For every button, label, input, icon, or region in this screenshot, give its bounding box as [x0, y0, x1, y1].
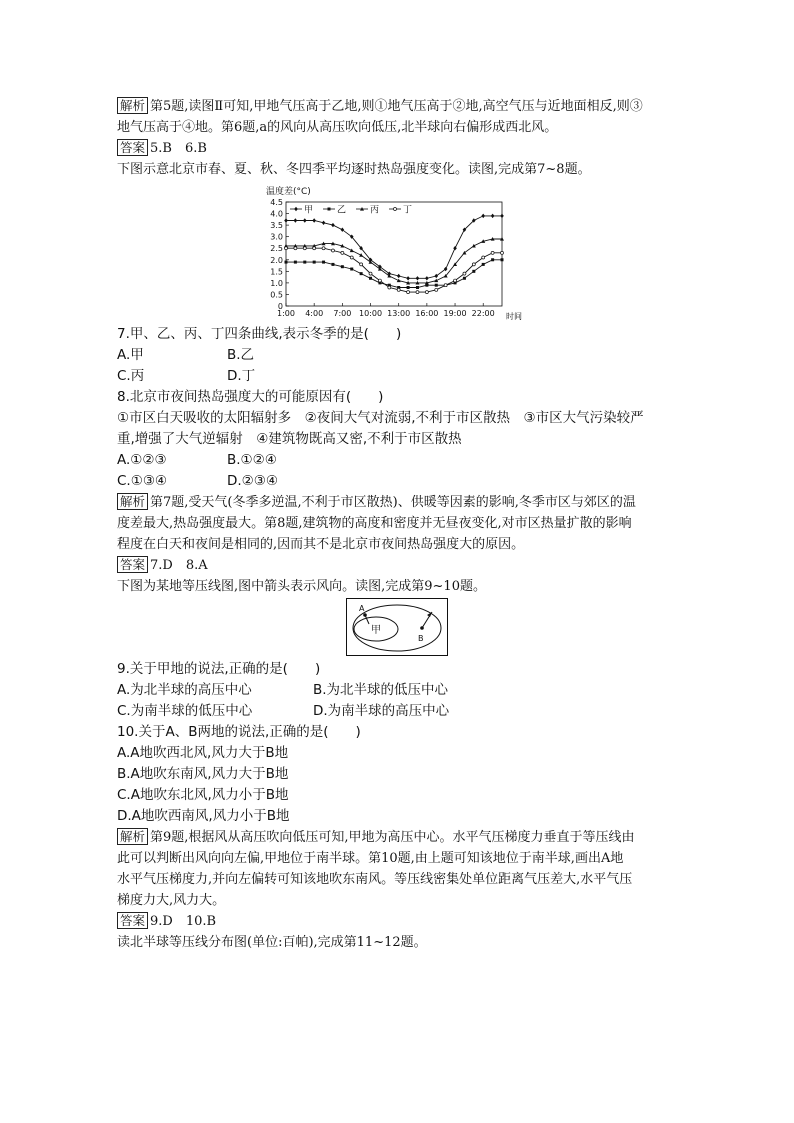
data-point	[435, 288, 438, 291]
wind-arrow-a	[365, 615, 369, 624]
data-point	[416, 286, 419, 289]
data-point	[491, 214, 495, 218]
analysis-tag: 解析	[117, 828, 148, 845]
q8-option-d: D.②③④	[227, 473, 278, 489]
q9-option-c: C.为南半球的低压中心	[117, 703, 253, 719]
analysis-9-10-line-3: 水平气压梯度力,并向左偏转可知该地吹东南风。等压线密集处单位距离气压差大,水平气压	[117, 872, 633, 887]
data-point	[491, 258, 494, 261]
answer-tag: 答案	[117, 139, 148, 156]
q8-statement-line-1: ①市区白天吸收的太阳辐射多 ②夜间大气对流弱,不利于市区散热 ③市区大气污染较严	[117, 410, 644, 426]
data-point	[369, 272, 372, 275]
q9-option-a: A.为北半球的高压中心	[117, 682, 252, 698]
data-point	[360, 263, 363, 266]
center-label: 甲	[371, 625, 381, 636]
data-point	[328, 208, 331, 211]
series-line-square	[286, 260, 502, 288]
data-point	[406, 276, 410, 280]
analysis-7-8-line-2: 度差最大,热岛强度最大。第8题,建筑物的高度和密度并无昼夜变化,对市区热量扩散的影响	[117, 516, 632, 531]
q7-options-row-1	[117, 345, 687, 366]
answer-9-10: 答案 9.D 10.B	[117, 911, 687, 932]
data-point	[378, 279, 381, 282]
q7-option-a: A.甲	[117, 347, 144, 363]
q9-option-d: D.为南半球的高压中心	[313, 703, 450, 719]
q7-options-row-2	[117, 366, 687, 387]
intro-11-12: 读北半球等压线分布图(单位:百帕),完成第11~12题。	[117, 935, 427, 950]
data-point	[331, 249, 334, 252]
data-point	[397, 288, 400, 291]
data-point	[313, 261, 316, 264]
data-point	[294, 218, 298, 222]
analysis-5-6-line-2: 地气压高于④地。第6题,a的风向从高压吹向低压,北半球向右偏形成西北风。	[117, 120, 558, 135]
x-tick-label: 4:00	[305, 309, 324, 318]
data-point	[322, 261, 325, 264]
data-point	[388, 286, 391, 289]
analysis-7-8-line-1: 解析 第7题,受天气(冬季多逆温,不利于市区散热)、供暖等因素的影响,冬季市区与郊区的温	[117, 492, 687, 513]
q9-options-row-2	[117, 701, 687, 722]
data-point	[350, 268, 353, 271]
data-point	[394, 208, 397, 211]
x-tick-label: 13:00	[387, 309, 411, 318]
series-line-circle	[286, 248, 502, 292]
data-point	[472, 263, 475, 266]
y-tick-label: 2.5	[270, 244, 283, 254]
page-content-2	[117, 324, 687, 597]
analysis-9-10-line-1: 解析 第9题,根据风从高压吹向低压可知,甲地为高压中心。水平气压梯度力垂直于等压线由	[117, 827, 687, 848]
data-point	[322, 221, 326, 225]
page-content-3	[117, 659, 687, 953]
q10-stem: 10.关于A、B两地的说法,正确的是( )	[117, 724, 361, 740]
data-point	[482, 256, 485, 259]
q7-option-c: C.丙	[117, 368, 145, 384]
y-tick-label: 4.5	[270, 198, 283, 207]
answer-7-8: 答案 7.D 8.A	[117, 555, 687, 576]
data-point	[331, 263, 334, 266]
x-tick-label: 10:00	[358, 309, 383, 318]
intro-7-8: 下图示意北京市春、夏、秋、冬四季平均逐时热岛强度变化。读图,完成第7~8题。	[117, 162, 591, 177]
q10-option-a: A.A地吹西北风,风力大于B地	[117, 745, 289, 761]
y-tick-label: 0.5	[270, 290, 283, 300]
data-point	[294, 261, 297, 264]
data-point	[472, 244, 476, 248]
x-tick-label: 1:00	[277, 309, 295, 318]
x-tick-label: 7:00	[333, 309, 352, 318]
q8-option-b: B.①②④	[227, 452, 277, 468]
data-point	[312, 218, 316, 222]
data-point	[472, 270, 475, 273]
data-point	[407, 291, 410, 294]
data-point	[303, 247, 306, 250]
answer-tag: 答案	[117, 556, 148, 573]
data-point	[285, 247, 288, 250]
data-point	[463, 277, 466, 280]
analysis-9-10-line-2: 此可以判断出风向向左偏,甲地位于南半球。第10题,由上题可知该地位于南半球,画出A地	[117, 851, 624, 866]
plot-frame	[286, 202, 502, 306]
q8-option-a: A.①②③	[117, 452, 167, 468]
data-point	[481, 214, 485, 218]
data-point	[341, 251, 344, 254]
q9-option-b: B.为北半球的低压中心	[313, 682, 449, 698]
data-point	[463, 272, 466, 275]
data-point	[425, 291, 428, 294]
q9-stem: 9.关于甲地的说法,正确的是( )	[117, 661, 321, 677]
data-point	[294, 247, 297, 250]
analysis-5-6-line-1: 解析 第5题,读图Ⅱ可知,甲地气压高于乙地,则①地气压高于②地,高空气压与近地面相反,则③	[117, 96, 687, 117]
analysis-9-10-line-4: 梯度力大,风力大。	[117, 893, 226, 908]
point-a-label: A	[359, 604, 365, 613]
x-tick-label: 16:00	[415, 309, 439, 318]
data-point	[500, 214, 504, 218]
data-point	[350, 256, 353, 259]
analysis-tag: 解析	[117, 97, 148, 114]
data-point	[341, 265, 344, 268]
data-point	[303, 218, 307, 222]
q8-statement-line-2: 重,增强了大气逆辐射 ④建筑物既高又密,不利于市区散热	[117, 431, 462, 447]
data-point	[434, 274, 438, 278]
q10-option-c: C.A地吹东北风,风力小于B地	[117, 787, 289, 803]
x-tick-label: 19:00	[443, 309, 467, 318]
q10-option-d: D.A地吹西南风,风力小于B地	[117, 808, 290, 824]
data-point	[491, 251, 494, 254]
legend-label: 丙	[370, 205, 380, 216]
data-point	[322, 247, 325, 250]
chart-xlabel: 时间	[506, 312, 522, 320]
y-tick-label: 3.5	[270, 221, 283, 231]
q8-options-row-1	[117, 450, 687, 471]
legend-label: 丁	[403, 205, 413, 216]
y-tick-label: 1.5	[270, 267, 283, 277]
q7-option-d: D.丁	[227, 368, 256, 384]
analysis-7-8-line-3: 程度在白天和夜间是相同的,因而其不是北京市夜间热岛强度大的原因。	[117, 537, 525, 552]
data-point	[360, 272, 363, 275]
q8-option-c: C.①③④	[117, 473, 168, 489]
q7-stem: 7.甲、乙、丙、丁四条曲线,表示冬季的是( )	[117, 326, 402, 342]
data-point	[444, 284, 447, 287]
y-tick-label: 0	[277, 302, 283, 311]
intro-9-10: 下图为某地等压线图,图中箭头表示风向。读图,完成第9~10题。	[117, 579, 486, 594]
chart-ylabel: 温度差(°C)	[266, 187, 311, 197]
analysis-tag: 解析	[117, 493, 148, 510]
heat-island-chart	[262, 182, 532, 320]
data-point	[331, 223, 335, 227]
q8-stem: 8.北京市夜间热岛强度大的可能原因有( )	[117, 389, 384, 405]
data-point	[425, 276, 429, 280]
data-point	[285, 261, 288, 264]
y-tick-label: 2.0	[270, 255, 283, 265]
x-tick-label: 22:00	[471, 309, 495, 318]
answer-5-6: 答案 5.B 6.B	[117, 138, 687, 159]
data-point	[407, 286, 410, 289]
y-tick-label: 3.0	[270, 232, 283, 242]
data-point	[501, 251, 504, 254]
data-point	[369, 277, 372, 280]
outer-isobar	[353, 605, 441, 651]
data-point	[284, 218, 288, 222]
data-point	[453, 246, 457, 250]
data-point	[416, 276, 420, 280]
data-point	[294, 207, 298, 211]
q8-options-row-2	[117, 471, 687, 492]
data-point	[482, 263, 485, 266]
y-tick-label: 1.0	[270, 278, 283, 288]
answer-tag: 答案	[117, 912, 148, 929]
page-content	[117, 96, 687, 180]
data-point	[341, 228, 345, 232]
series-line-triangle	[286, 239, 502, 283]
legend-label: 乙	[337, 205, 347, 216]
q9-options-row-1	[117, 680, 687, 701]
legend-label: 甲	[304, 205, 314, 216]
data-point	[303, 261, 306, 264]
data-point	[454, 279, 457, 282]
data-point	[444, 267, 448, 271]
data-point	[416, 291, 419, 294]
data-point	[397, 274, 401, 278]
q7-option-b: B.乙	[227, 347, 255, 363]
data-point	[435, 284, 438, 287]
data-point	[313, 247, 316, 250]
q10-option-b: B.A地吹东南风,风力大于B地	[117, 766, 289, 782]
point-b-label: B	[418, 634, 424, 643]
data-point	[501, 258, 504, 261]
y-tick-label: 4.0	[270, 209, 283, 219]
isobar-figure	[346, 598, 448, 656]
